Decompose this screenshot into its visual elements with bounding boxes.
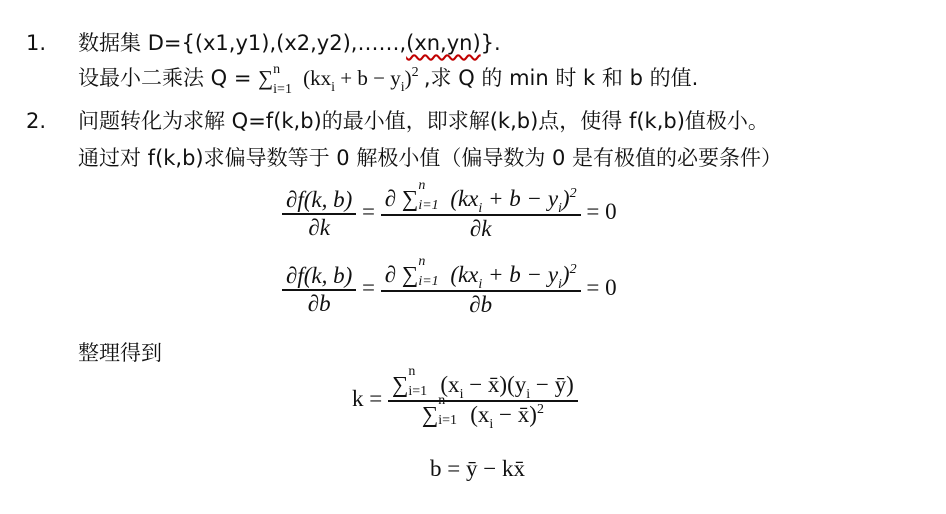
expr-part: (kx (450, 262, 479, 287)
dataset-close: }. (480, 31, 501, 55)
subscript: i (526, 387, 531, 402)
subscript: i (558, 277, 562, 292)
sum-limits (438, 393, 470, 429)
subscript: i (459, 387, 464, 402)
conclusion-text: 整理得到 (78, 341, 162, 365)
superscript: 2 (569, 186, 577, 201)
equals-zero: = 0 (586, 275, 617, 301)
partial-k-equation (282, 177, 617, 242)
expr-part: (kx (303, 66, 332, 90)
sum-upper: n (418, 177, 426, 193)
sum-lower: i=1 (273, 82, 292, 98)
subscript: i (478, 201, 483, 216)
partial-b-equation (282, 253, 617, 318)
superscript: 2 (411, 65, 419, 80)
item-1-line-2 (78, 62, 699, 98)
item-1-line-1 (78, 30, 501, 56)
expr-part: (kx (450, 186, 479, 211)
expr-part: + b − y (482, 186, 559, 211)
sum-lower: i=1 (418, 197, 439, 213)
lhs-denominator: ∂k (308, 214, 330, 240)
subscript: i (478, 277, 483, 292)
item-2-number: 2. (26, 109, 47, 133)
sum-symbol: ∑ (391, 372, 409, 397)
item-1-number: 1. (26, 31, 47, 55)
expr-part: ) (561, 262, 570, 287)
sum-symbol: ∑ (421, 401, 439, 427)
subscript: i (489, 416, 494, 432)
dataset-notation: D={(x1,y1),(x2,y2),……, (147, 31, 407, 55)
lhs-denominator: ∂b (307, 290, 331, 316)
subscript: i (400, 80, 405, 95)
sum-upper: n (408, 363, 416, 379)
sum-symbol: ∑ (401, 186, 419, 211)
partial-symbol: ∂ (384, 186, 402, 211)
k-denominator (418, 393, 548, 432)
k-numerator (388, 363, 578, 402)
expr-part: + b − y (482, 262, 559, 287)
item-2-line-1: 问题转化为求解 Q=f(k,b)的最小值，即求解(k,b)点，使得 f(k,b)值极小。 (78, 109, 769, 133)
sum-limits (418, 253, 450, 290)
equals-zero: = 0 (586, 199, 617, 225)
least-squares-formula (258, 62, 424, 98)
expr-part: ) (404, 66, 412, 90)
expr-part: (x (440, 372, 460, 397)
subscript: i (331, 80, 336, 95)
partial-symbol: ∂ (384, 262, 402, 287)
sum-upper: n (273, 62, 281, 78)
k-equals: k = (352, 386, 383, 411)
superscript: 2 (569, 262, 577, 277)
sum-symbol: ∑ (401, 262, 419, 287)
subscript: i (558, 201, 562, 216)
item-2-line-2: 通过对 f(k,b)求偏导数等于 0 解极小值（偏导数为 0 是有极值的必要条件） (78, 146, 783, 170)
b-formula: b = ȳ − kx̄ (430, 456, 525, 481)
equals-sign: = (362, 275, 376, 301)
rhs-fraction (381, 253, 581, 318)
equals-sign: = (362, 199, 376, 225)
expr-part: (x (470, 401, 490, 427)
sum-upper: n (418, 253, 426, 269)
k-fraction (388, 363, 578, 432)
least-squares-suffix: ,求 Q 的 min 时 k 和 b 的值. (423, 66, 699, 90)
expr-part: − x̄) (493, 401, 537, 427)
lhs-fraction (282, 187, 356, 241)
lhs-numerator: ∂f(k, b) (286, 262, 353, 288)
lhs-fraction (282, 263, 356, 317)
k-formula (352, 363, 578, 432)
expr-part: + b − y (335, 66, 401, 90)
item-1-prefix: 数据集 (78, 31, 148, 55)
rhs-fraction (381, 177, 581, 242)
superscript: 2 (536, 401, 544, 417)
least-squares-prefix: 设最小二乘法 Q = (78, 66, 252, 90)
expr-part: − ȳ) (530, 372, 574, 397)
rhs-numerator (381, 177, 581, 216)
dataset-last-pair: (xn,yn) (406, 31, 481, 55)
sum-limits (408, 363, 440, 400)
rhs-denominator: ∂b (469, 291, 493, 317)
expr-part: ) (561, 186, 570, 211)
sum-limits (273, 62, 303, 98)
rhs-numerator (381, 253, 581, 292)
sum-lower: i=1 (418, 273, 439, 289)
lhs-numerator: ∂f(k, b) (286, 186, 353, 212)
sum-limits (418, 177, 450, 214)
sum-lower: i=1 (408, 383, 428, 399)
expr-part: − x̄)(y (463, 372, 527, 397)
sum-symbol: ∑ (258, 66, 274, 90)
sum-upper: n (438, 393, 446, 409)
rhs-denominator: ∂k (469, 215, 492, 241)
sum-lower: i=1 (438, 413, 458, 429)
